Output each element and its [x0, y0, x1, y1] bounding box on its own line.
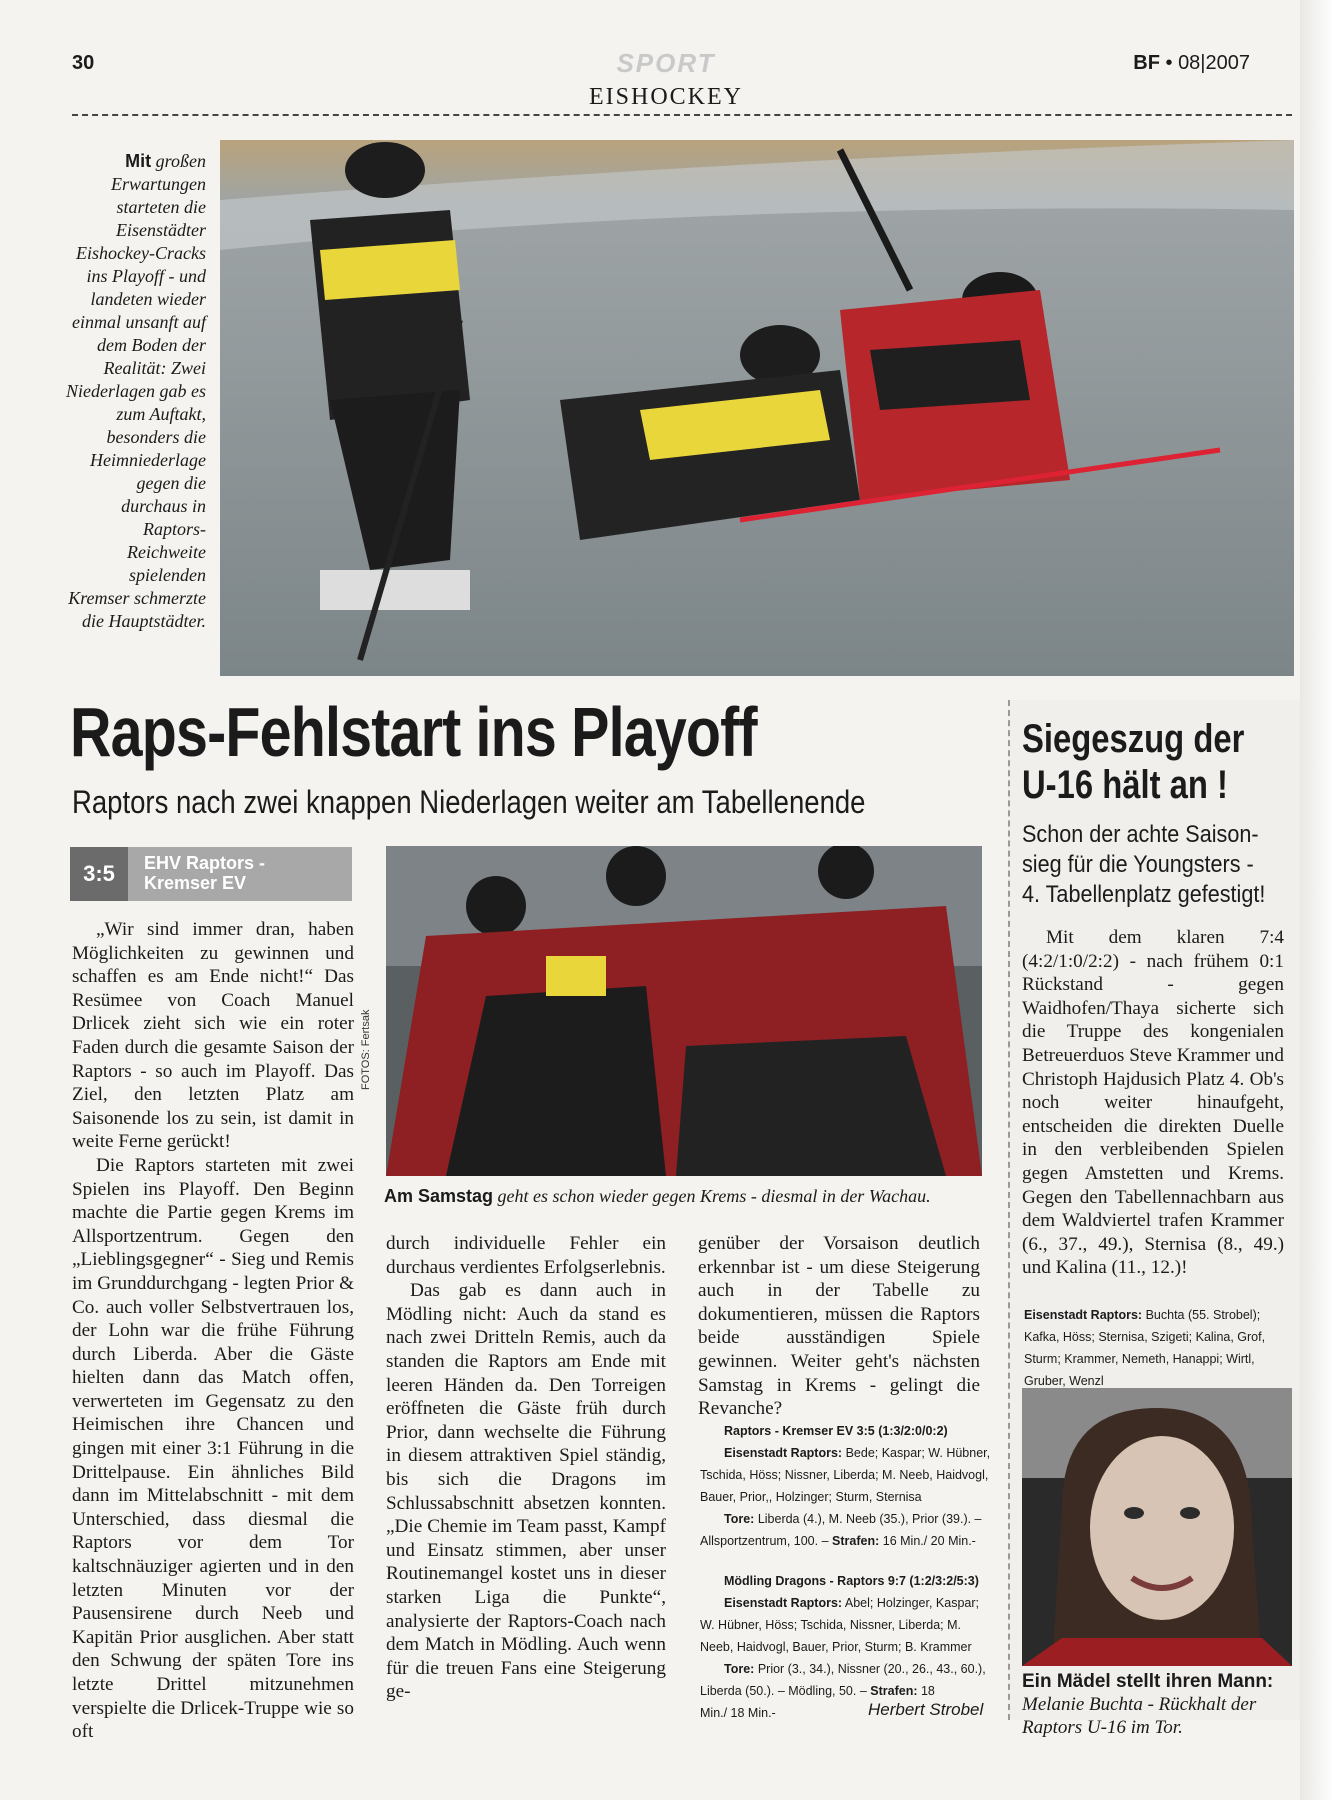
sidebar-lineup-label: Eisenstadt Raptors: — [1024, 1308, 1143, 1322]
header-divider — [72, 114, 1292, 116]
sidebar-lineup — [1024, 1304, 1294, 1392]
score-box — [70, 847, 352, 901]
box-score-text: Prior (3., 34.), Nissner (20., 26., 43., 60.), — [757, 1662, 986, 1676]
goalie-portrait-image — [1022, 1388, 1292, 1666]
intro-body: großen Erwartungen starteten die Eisenstädter Eishockey-Cracks ins Playoff - und landeten wieder einmal unsanft auf dem Boden der Realität: Zwei Niederlagen gab es zum Auftakt, besonders die Heimniederlage gegen die durchaus in Raptors-Reichweite spielenden Kremser schmerzte die Hauptstädter. — [66, 151, 206, 631]
portrait-caption-text: Melanie Buchta - Rückhalt der Raptors U-16 im Tor. — [1022, 1694, 1257, 1738]
page-number: 30 — [72, 52, 95, 74]
sidebar-deck-line: Schon der achte Saison- — [1022, 821, 1259, 848]
article-column-3 — [698, 1232, 980, 1421]
article-paragraph: durch individuelle Fehler ein durchaus verdientes Erfolgserlebnis. — [386, 1233, 666, 1278]
score-value: 3:5 — [70, 847, 128, 901]
sidebar-deck — [1022, 820, 1265, 910]
main-photo — [220, 140, 1294, 676]
photo-caption-lead: Am Samstag — [384, 1186, 494, 1206]
box-score-label: Strafen: — [870, 1684, 918, 1698]
sidebar-lineup-text: Buchta (55. Strobel); Kafka, Höss; Sternisa, Szigeti; Kalina, Grof, Sturm; Krammer, Nemeth, Hanappi; Wirtl, Gruber, Wenzl — [1024, 1308, 1266, 1388]
page-edge — [1300, 0, 1332, 1800]
box-score-text: Liberda (4.), M. Neeb (35.), Prior (39.). – — [757, 1512, 982, 1526]
sidebar-body — [1022, 926, 1284, 1280]
box-score-text: Tschida, Höss; Nissner, Liberda; M. Neeb, Haidvogl, — [700, 1468, 989, 1482]
box-score-text: Bauer, Prior,, Holzinger; Sturm, Sternisa — [700, 1490, 922, 1504]
box-score-1 — [700, 1420, 990, 1552]
article-paragraph: genüber der Vorsaison deutlich erkennbar ist - um diese Steigerung auch in der Tabelle zu dokumentieren, müssen die Raptors beide ausständigen Spiele gewinnen. Weiter geht's nächsten Samstag in Krems - gelingt die Revanche? — [698, 1233, 980, 1420]
sidebar-deck-line: sieg für die Youngsters - — [1022, 851, 1254, 878]
article-column-2 — [386, 1232, 666, 1704]
intro-text — [66, 150, 206, 633]
score-team-away: Kremser EV — [144, 873, 247, 893]
team-huddle-image — [386, 846, 982, 1176]
article-column-1 — [72, 918, 354, 1744]
box-score-label: Tore: — [724, 1512, 755, 1526]
sidebar-paragraph: Mit dem klaren 7:4 (4:2/1:0/2:2) - nach frühem 0:1 Rückstand - gegen Waidhofen/Thaya sicherte sich die Truppe des kongenialen Betreuerduos Steve Krammer und Christoph Hajdusich Platz 4. Ob's noch weiter hinaufgeht, entscheiden die direkten Duelle in den verbleibenden Spielen gegen Amstetten und Krems. Gegen den Tabellennachbarn aus dem Waldviertel trafen Krammer (6., 37., 49.), Sternisa (8., 49.) und Kalina (11., 12.)! — [1022, 927, 1284, 1279]
article-headline: Raps-Fehlstart ins Playoff — [70, 693, 757, 771]
box-score-text: 16 Min./ 20 Min.- — [882, 1534, 976, 1548]
portrait-caption-lead: Ein Mädel stellt ihren Mann: — [1022, 1671, 1274, 1692]
article-author: Herbert Strobel — [868, 1700, 984, 1719]
box-score-title: Raptors - Kremser EV 3:5 (1:3/2:0/0:2) — [724, 1424, 948, 1438]
sidebar-headline — [1022, 716, 1244, 808]
box-score-text: Min./ 18 Min.- — [700, 1706, 776, 1720]
box-score-text: Abel; Holzinger, Kaspar; — [844, 1596, 979, 1610]
box-score-text: Neeb, Haidvogl, Bauer, Prior, Sturm; B. Krammer — [700, 1640, 972, 1654]
article-paragraph: „Wir sind immer dran, haben Möglichkeiten zu gewinnen und schaffen es am Ende nicht!“ Das Resümee von Coach Manuel Drlicek zieht sich wie ein roter Faden durch die gesamte Saison der Raptors - so auch im Playoff. Das Ziel, den letzten Platz am Saisonende los zu sein, ist damit in weite Ferne gerückt! — [72, 919, 354, 1153]
sidebar-headline-line: U-16 hält an ! — [1022, 763, 1228, 807]
box-score-label: Strafen: — [832, 1534, 880, 1548]
article-paragraph: Das gab es dann auch in Mödling nicht: Auch da stand es nach zwei Dritteln Remis, auch da standen die Raptors am Ende mit leeren Händen da. Den Torreigen eröffneten die Gäste früh durch Prior, dann wechselte die Führung in diesem attraktiven Spiel ständig, bis sich die Dragons im Schlussabschnitt absetzen konnten. „Die Chemie im Team passt, Kampf und Einsatz stimmen, aber unser Routinemangel kostet uns in dieser starken Liga die Punkte“, analysierte der Raptors-Coach nach dem Match in Mödling. Auch wenn für die treuen Fans eine Steigerung ge- — [386, 1280, 666, 1703]
portrait-caption — [1022, 1670, 1292, 1739]
photo-credit: FOTOS: Fertsak — [360, 1009, 372, 1090]
box-score-text: Liberda (50.). – Mödling, 50. – — [700, 1684, 867, 1698]
sidebar-headline-line: Siegeszug der — [1022, 717, 1245, 761]
publication-name: BF — [1133, 52, 1160, 74]
box-score-title: Mödling Dragons - Raptors 9:7 (1:2/3:2/5:3) — [724, 1574, 979, 1588]
portrait-photo — [1022, 1388, 1292, 1666]
hockey-action-image — [220, 140, 1294, 676]
box-score-label: Eisenstadt Raptors: — [724, 1446, 843, 1460]
box-score-label: Eisenstadt Raptors: — [724, 1596, 843, 1610]
box-score-text: W. Hübner, Höss; Tschida, Nissner, Liberda; M. — [700, 1618, 961, 1632]
box-score-text: 18 — [920, 1684, 935, 1698]
section-title: SPORT — [616, 48, 716, 78]
team-photo — [386, 846, 982, 1176]
photo-caption — [384, 1186, 984, 1207]
sidebar-deck-line: 4. Tabellenplatz gefestigt! — [1022, 881, 1266, 908]
intro-lead: Mit — [125, 151, 152, 171]
box-score-text: Bede; Kaspar; W. Hübner, — [845, 1446, 991, 1460]
article-subheadline: Raptors nach zwei knappen Niederlagen weiter am Tabellenende — [72, 784, 866, 820]
score-teams — [144, 853, 265, 893]
box-score-label: Tore: — [724, 1662, 755, 1676]
issue-number: 08|2007 — [1178, 52, 1250, 74]
box-score-text: Allsportzentrum, 100. – — [700, 1534, 829, 1548]
score-team-home: EHV Raptors - — [144, 853, 266, 873]
subsection-title: EISHOCKEY — [589, 84, 743, 110]
photo-caption-text: geht es schon wieder gegen Krems - diesmal in der Wachau. — [497, 1186, 931, 1206]
article-paragraph: Die Raptors starteten mit zwei Spielen ins Playoff. Den Beginn machte die Partie gegen Krems im Allsportzentrum. Gegen den „Lieblingsgegner“ - Sieg und Remis im Grunddurchgang - legten Prior & Co. auch voller Selbstvertrauen los, der Lohn war die frühe Führung durch Liberda. Aber die Gäste hielten dann das Match offen, verwerteten im Gegensatz zu den Heimischen ihre Chancen und gingen mit einer 3:1 Führung in die Drittelpause. Ein ähnliches Bild dann im Mittelabschnitt - mit dem Unterschied, dass diesmal die Raptors vor dem Tor kaltschnäuziger agierten und in den letzten Minuten vor der Pausensirene durch Neeb und Kapitän Prior ausglichen. Aber statt den Schwung der späten Tore ins letzte Drittel mitzunehmen verspielte die Drlicek-Truppe wie so oft — [72, 1154, 354, 1743]
issue-info: BF • 08|2007 — [1133, 52, 1250, 74]
